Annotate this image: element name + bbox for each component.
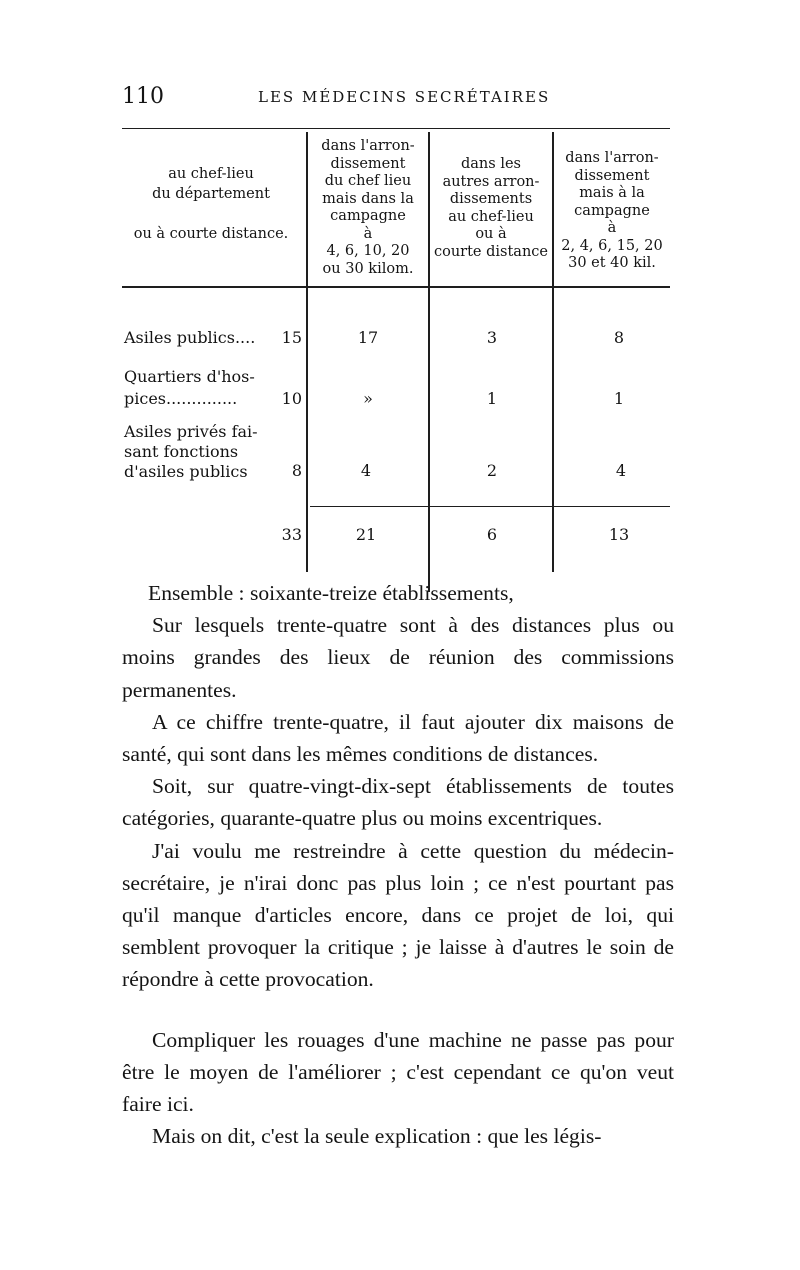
- page-number: 110: [122, 84, 164, 109]
- cell-quartiers-hospices-col1: 10: [281, 389, 302, 408]
- table-top-rule: [122, 128, 670, 129]
- column-header-arrondissement-campagne: dans l'arron- dissement mais à la campagne à 2, 4, 6, 15, 20 30 et 40 kil.: [561, 150, 663, 271]
- running-head: [0, 84, 800, 114]
- column-divider-2: [428, 132, 430, 592]
- cell-asiles-publics-col3: 3: [486, 328, 498, 347]
- cell-asiles-prives-col2: 4: [360, 461, 372, 480]
- cell-quartiers-hospices-col4: 1: [613, 389, 625, 408]
- cell-quartiers-hospices-col3: 1: [486, 389, 498, 408]
- cell-quartiers-hospices-col2: »: [363, 389, 373, 408]
- cell-asiles-prives-col4: 4: [615, 461, 627, 480]
- paragraph-sur-lesquels: Sur lesquels trente-quatre sont à des distances plus ou moins grandes des lieux de réunion des commissions permanentes.: [122, 613, 674, 702]
- totals-rule: [310, 506, 670, 507]
- column-header-arrondissement-chef-lieu: dans l'arron- dissement du chef lieu mais dans la campagne à 4, 6, 10, 20 ou 30 kilom.: [321, 138, 415, 277]
- column-header-chef-lieu: au chef-lieu du département ou à courte distance.: [133, 166, 289, 242]
- row-label-quartiers-hospices: Quartiers d'hos- pices..............: [124, 367, 255, 408]
- paragraph-compliquer: Compliquer les rouages d'une machine ne passe pas pour être le moyen de l'améliorer ; c'est cependant ce qu'on veut faire ici.: [122, 1027, 674, 1117]
- cell-asiles-publics-col2: 17: [357, 328, 379, 347]
- paragraph-soit: Soit, sur quatre-vingt-dix-sept établissements de toutes catégories, quarante-quatre plus ou moins excentriques.: [122, 774, 674, 831]
- header-bottom-rule: [122, 286, 670, 288]
- body-text: [122, 577, 674, 1152]
- total-col2: 21: [355, 525, 377, 544]
- column-header-autres-arrondissements: dans les autres arron- dissements au chef-lieu ou à courte distance: [433, 156, 548, 260]
- row-label-asiles-prives: Asiles privés fai- sant fonctions d'asiles publics: [124, 422, 258, 481]
- column-divider-1: [306, 132, 308, 572]
- paragraph-ce-chiffre: A ce chiffre trente-quatre, il faut ajouter dix maisons de santé, qui sont dans les mêmes conditions de distances.: [122, 709, 674, 767]
- running-title: LES MÉDECINS SECRÉTAIRES: [258, 88, 551, 106]
- total-col3: 6: [486, 525, 498, 544]
- paragraph-jai-voulu: J'ai voulu me restreindre à cette question du médecin-secrétaire, je n'irai donc pas plus loin ; ce n'est pourtant pas qu'il manque d'articles encore, dans ce projet de loi, qui semblent provoquer la critique ; je laisse à d'autres le soin de répondre à cette provocation.: [122, 838, 674, 992]
- paragraph-mais-on-dit: Mais on dit, c'est la seule explication : que les légis-: [152, 1124, 602, 1149]
- paragraph-gap: [122, 996, 674, 1024]
- cell-asiles-publics-col4: 8: [613, 328, 625, 347]
- total-col4: 13: [608, 525, 630, 544]
- row-label-asiles-publics: Asiles publics....: [124, 328, 256, 347]
- cell-asiles-prives-col1: 8: [291, 461, 302, 480]
- paragraph-ensemble: Ensemble : soixante-treize établissements,: [148, 581, 514, 605]
- total-col1: 33: [281, 525, 302, 544]
- cell-asiles-prives-col3: 2: [486, 461, 498, 480]
- cell-asiles-publics-col1: 15: [281, 328, 302, 347]
